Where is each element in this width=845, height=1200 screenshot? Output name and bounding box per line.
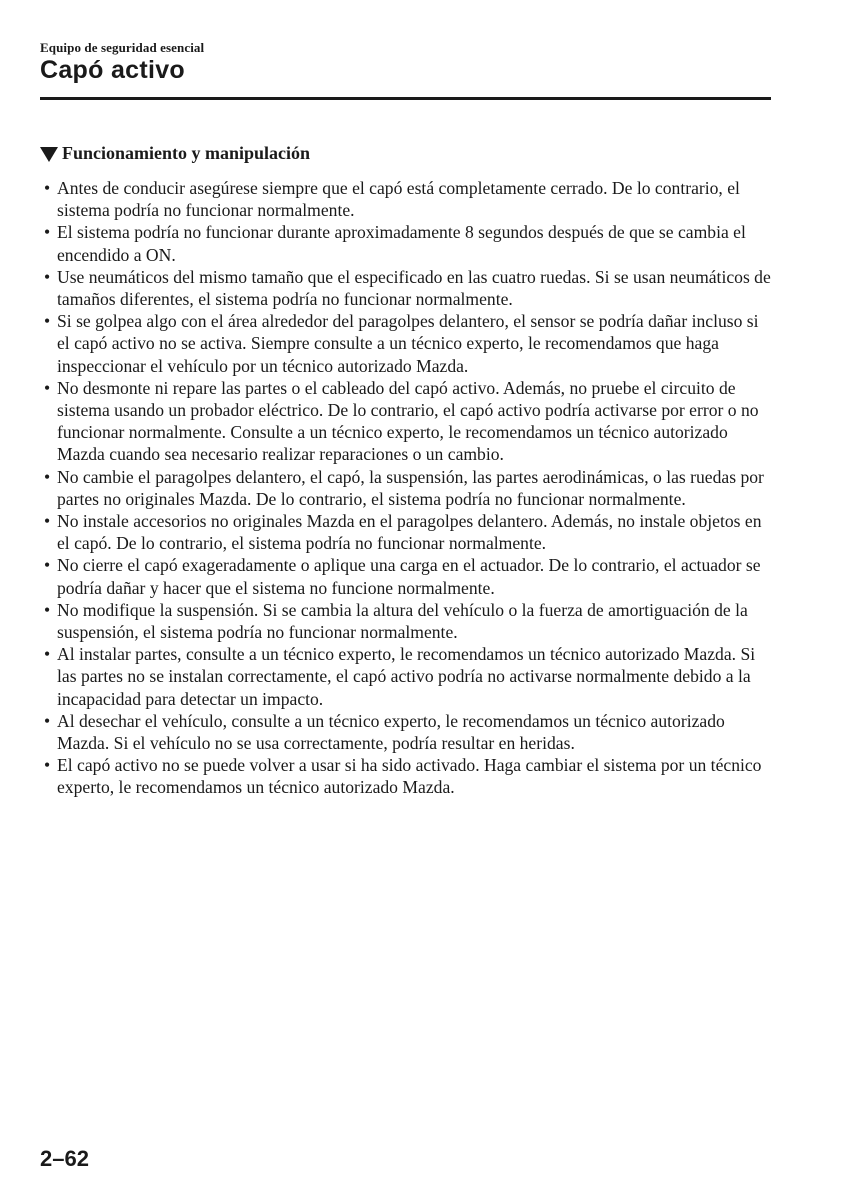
list-item-text: El sistema podría no funcionar durante aproximadamente 8 segundos después de que se cambia el encendido a ON. xyxy=(57,222,746,265)
list-item xyxy=(43,643,771,710)
bullet-icon: • xyxy=(44,710,51,731)
bullet-icon: • xyxy=(44,222,51,243)
list-item xyxy=(43,754,771,798)
list-item xyxy=(43,599,771,643)
list-item-text: No modifique la suspensión. Si se cambia la altura del vehículo o la fuerza de amortiguación de la suspensión, el sistema podría no funcionar normalmente. xyxy=(57,599,748,643)
list-item-text: El capó activo no se puede volver a usar si ha sido activado. Haga cambiar el sistema por un técnico experto, le recomendamos un técnico autorizado Mazda. xyxy=(57,755,762,798)
list-item xyxy=(43,266,771,310)
list-item xyxy=(43,554,771,598)
page-number: 2–62 xyxy=(40,1146,89,1171)
bullet-icon: • xyxy=(44,555,51,576)
bullet-icon: • xyxy=(44,755,51,776)
bullet-list xyxy=(43,177,771,799)
list-item xyxy=(43,466,771,510)
list-item-text: No cambie el paragolpes delantero, el capó, la suspensión, las partes aerodinámicas, o las ruedas por partes no originales Mazda. De lo contrario, el sistema podría no funcionar normalmente. xyxy=(57,466,764,509)
list-item xyxy=(43,221,771,265)
triangle-down-icon xyxy=(40,147,58,162)
list-item xyxy=(43,377,771,466)
bullet-icon: • xyxy=(44,466,51,487)
list-item-text: No instale accesorios no originales Mazda en el paragolpes delantero. Además, no instale objetos en el capó. De lo contrario, el sistema podría no funcionar normalmente. xyxy=(57,511,762,554)
list-item-text: No desmonte ni repare las partes o el cableado del capó activo. Además, no pruebe el circuito de sistema usando un probador eléctrico. De lo contrario, el capó activo podría activarse por error o no funcionar normalmente. Consulte a un técnico experto, le recomendamos un técnico autorizado Mazda cuando sea necesario realizar reparaciones o un cambio. xyxy=(57,377,759,465)
section-label: Equipo de seguridad esencial xyxy=(40,40,205,55)
list-item-text: Si se golpea algo con el área alrededor del paragolpes delantero, el sensor se podría dañar incluso si el capó activo no se activa. Siempre consulte a un técnico experto, le recomendamos que haga inspeccionar el vehículo por un técnico autorizado Mazda. xyxy=(57,311,759,376)
bullet-icon: • xyxy=(44,311,51,332)
bullet-icon: • xyxy=(44,266,51,287)
list-item-text: Al desechar el vehículo, consulte a un técnico experto, le recomendamos un técnico autorizado Mazda. Si el vehículo no se usa correctamente, podría resultar en heridas. xyxy=(57,710,725,754)
list-item-text: No cierre el capó exageradamente o aplique una carga en el actuador. De lo contrario, el actuador se podría dañar y hacer que el sistema no funcione normalmente. xyxy=(57,555,761,598)
bullet-icon: • xyxy=(44,511,51,532)
list-item-text: Al instalar partes, consulte a un técnico experto, le recomendamos un técnico autorizado Mazda. Si las partes no se instalan correctamente, el capó activo podría no activarse normalmente debido a la incapacidad para detectar un impacto. xyxy=(57,644,756,709)
list-item xyxy=(43,177,771,221)
bullet-icon: • xyxy=(44,599,51,620)
list-item xyxy=(43,510,771,554)
bullet-icon: • xyxy=(44,178,51,198)
list-item xyxy=(43,310,771,377)
list-item-text: Use neumáticos del mismo tamaño que el especificado en las cuatro ruedas. Si se usan neumáticos de tamaños diferentes, el sistema podría no funcionar normalmente. xyxy=(57,266,771,310)
list-item xyxy=(43,710,771,754)
bullet-icon: • xyxy=(44,377,51,398)
header-divider xyxy=(40,97,771,100)
list-item-text: Antes de conducir asegúrese siempre que el capó está completamente cerrado. De lo contrario, el sistema podría no funcionar normalmente. xyxy=(57,178,740,221)
bullet-icon: • xyxy=(44,644,51,665)
subsection-heading-text: Funcionamiento y manipulación xyxy=(62,143,311,163)
subsection-heading xyxy=(40,143,310,164)
page-title: Capó activo xyxy=(40,56,185,84)
